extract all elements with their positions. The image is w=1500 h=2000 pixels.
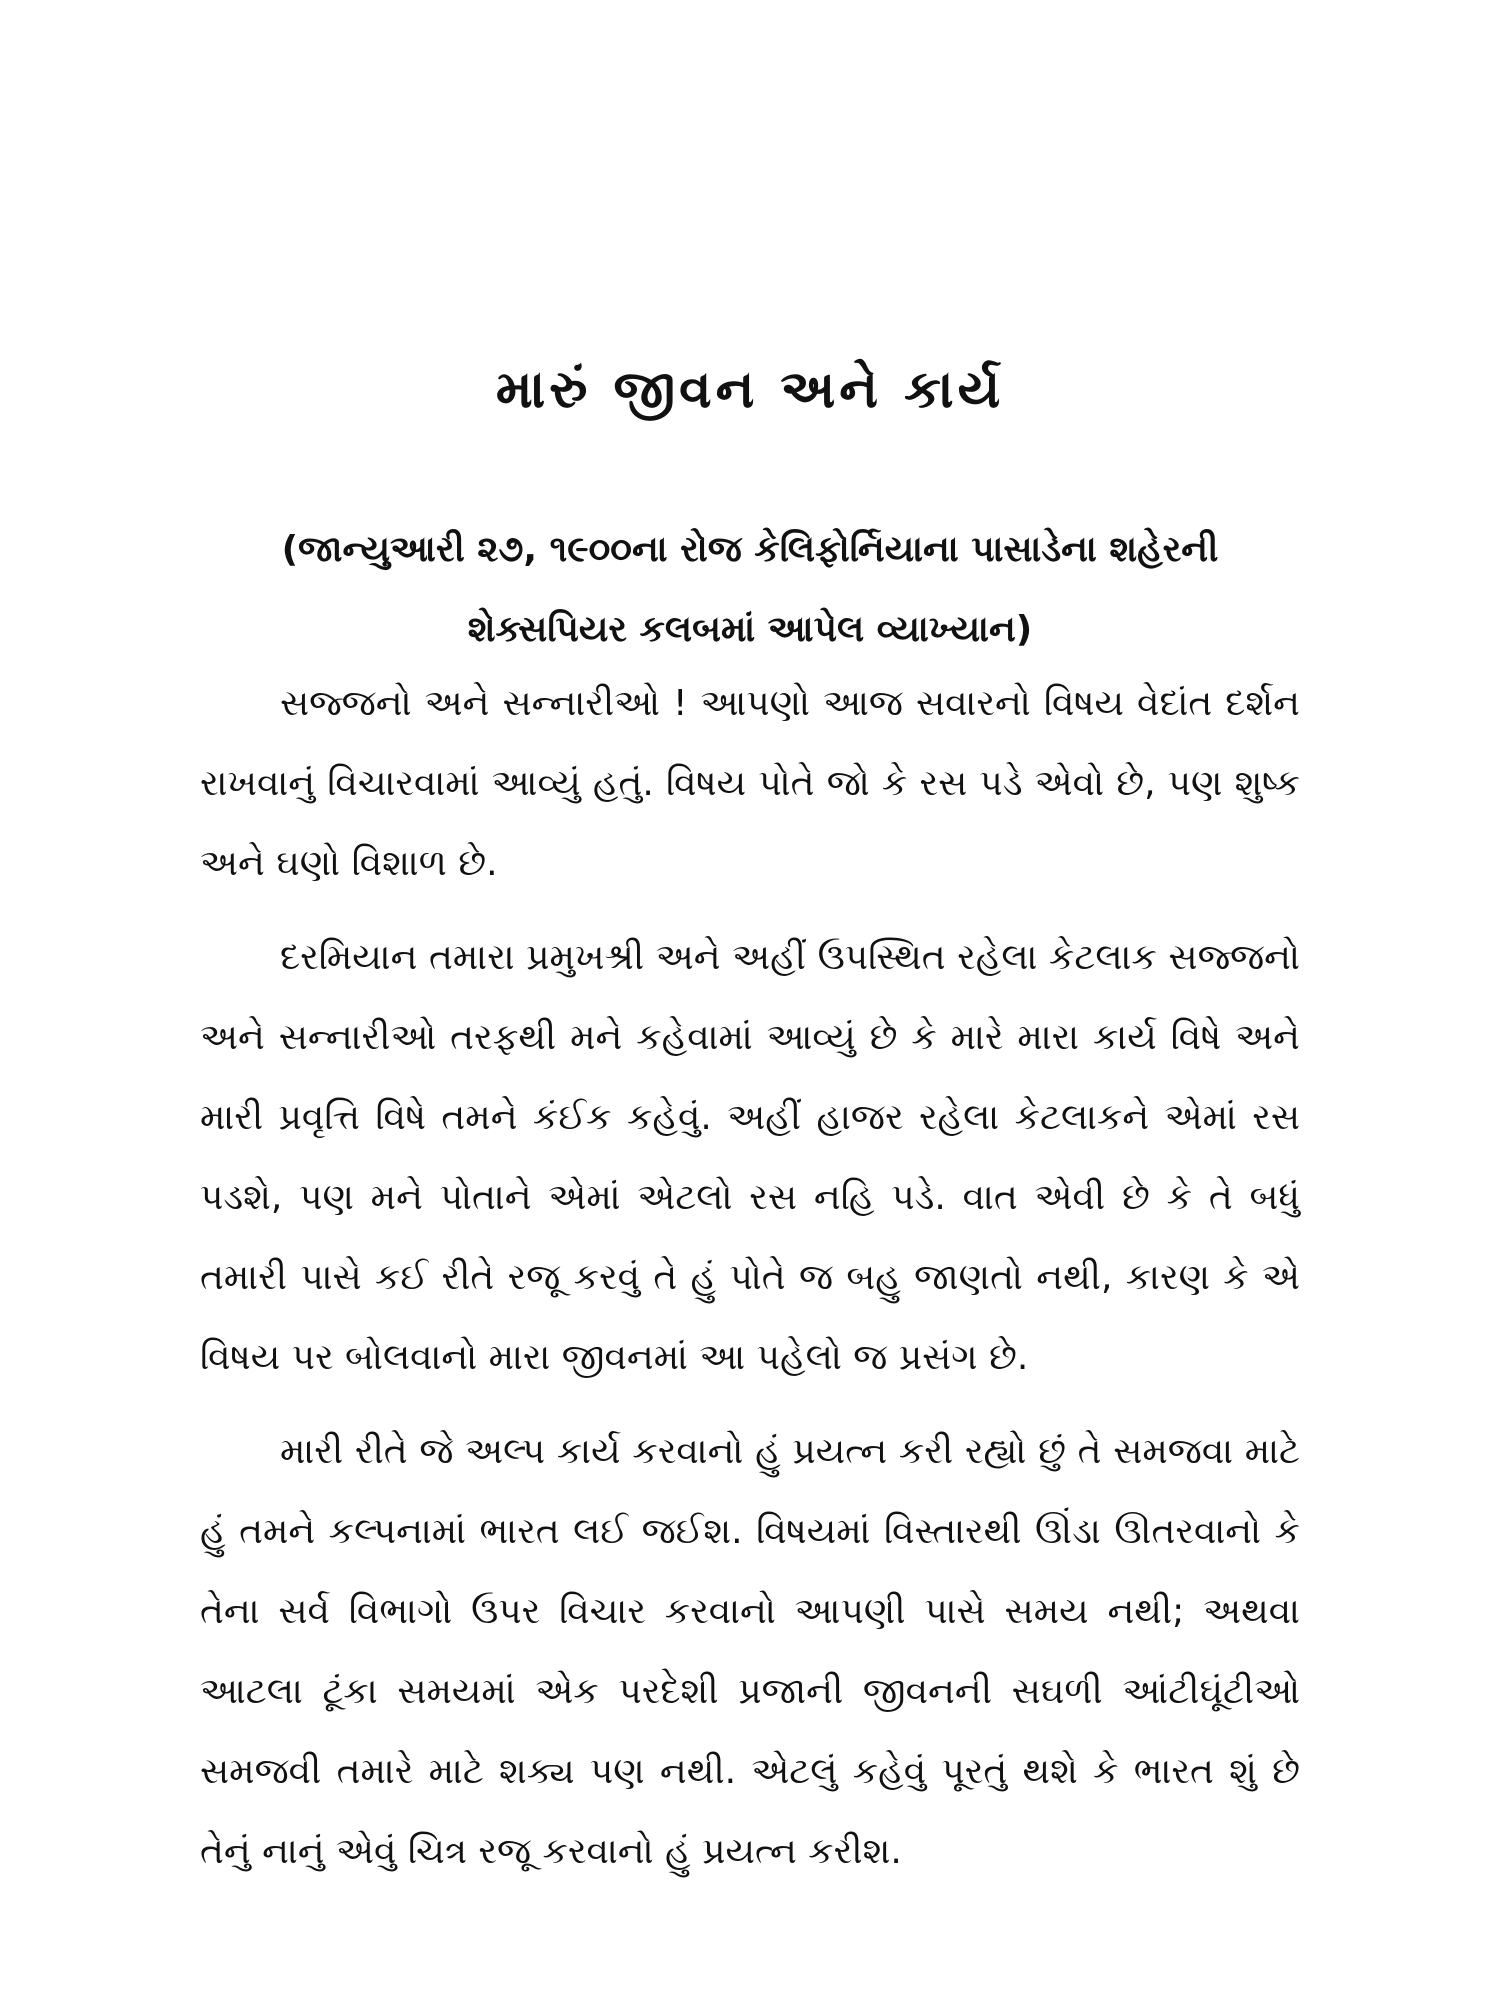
- paragraph-1: સજ્જનો અને સન્નારીઓ ! આપણો આજ સવારનો વિષય વેદાંત દર્શન રાખવાનું વિચારવામાં આવ્યું હતું. વિષય પોતે જો કે રસ પડે એવો છે, પણ શુષ્ક અને ઘણો વિશાળ છે.: [200, 683, 1300, 884]
- lecture-subtitle: (જાન્યુઆરી ૨૭, ૧૯૦૦ના રોજ કેલિફોર્નિયાના પાસાડેના શહેરની શેક્સપિયર કલબમાં આપેલ વ્યાખ્યાન): [281, 529, 1219, 650]
- paragraph-3: મારી રીતે જે અલ્પ કાર્ય કરવાનો હું પ્રયત્ન કરી રહ્યો છું તે સમજવા માટે હું તમને કલ્પનામાં ભારત લઈ જઈશ. વિષયમાં વિસ્તારથી ઊંડા ઊતરવાનો કે તેના સર્વ વિભાગો ઉપર વિચાર કરવાનો આપણી પાસે સમય નથી; અથવા આટલા ટૂંકા સમયમાં એક પરદેશી પ્રજાની જીવનની સઘળી આંટીઘૂંટીઓ સમજવી તમારે માટે શક્ય પણ નથી. એટલું કહેવું પૂરતું થશે કે ભારત શું છે તેનું નાનું એવું ચિત્ર રજૂ કરવાનો હું પ્રયત્ન કરીશ.: [200, 1431, 1300, 1872]
- page-title: મારું જીવન અને કાર્ય: [495, 360, 1005, 420]
- body-text: [200, 664, 1300, 1906]
- paragraph-2: દરમિયાન તમારા પ્રમુખશ્રી અને અહીં ઉપસ્થિત રહેલા કેટલાક સજ્જનો અને સન્નારીઓ તરફથી મને કહેવામાં આવ્યું છે કે મારે મારા કાર્ય વિષે અને મારી પ્રવૃત્તિ વિષે તમને કંઈક કહેવું. અહીં હાજર રહેલા કેટલાકને એમાં રસ પડશે, પણ મને પોતાને એમાં એટલો રસ નહિ પડે. વાત એવી છે કે તે બધું તમારી પાસે કઈ રીતે રજૂ કરવું તે હું પોતે જ બહુ જાણતો નથી, કારણ કે એ વિષય પર બોલવાનો મારા જીવનમાં આ પહેલો જ પ્રસંગ છે.: [200, 937, 1300, 1378]
